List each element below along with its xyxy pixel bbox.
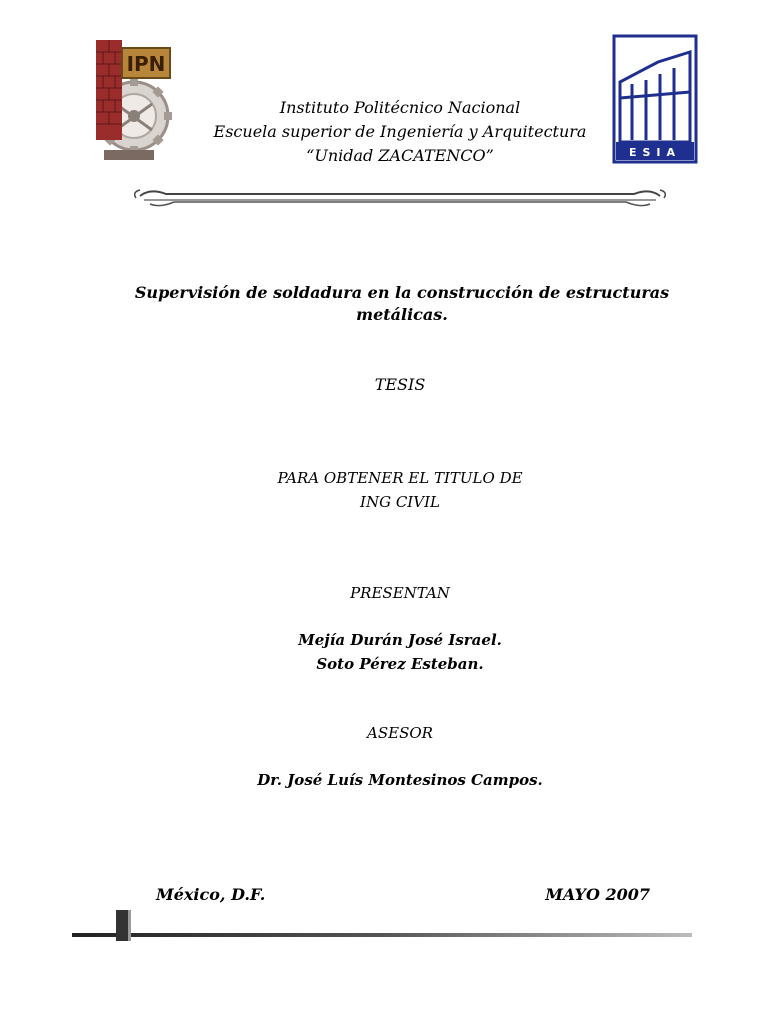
brick-tower (96, 40, 122, 140)
svg-text:IPN: IPN (126, 52, 166, 76)
date: MAYO 2007 (545, 885, 650, 904)
purpose-line-2: ING CIVIL (360, 493, 440, 511)
author-name: Soto Pérez Esteban. (316, 655, 484, 673)
purpose-line-1: PARA OBTENER EL TITULO DE (277, 469, 523, 487)
thesis-title: Supervisión de soldadura en la construcción de estructuras metálicas. (134, 283, 670, 324)
presenters-label: PRESENTAN (350, 584, 450, 602)
footer-rule (72, 906, 692, 946)
advisor-name: Dr. José Luís Montesinos Campos. (257, 771, 543, 789)
place: México, D.F. (156, 885, 266, 904)
header-block (150, 96, 650, 168)
ornamental-divider (130, 184, 670, 210)
author-name: Mejía Durán José Israel. (298, 631, 502, 649)
unit-name: “Unidad ZACATENCO” (306, 146, 494, 165)
authors-list (150, 628, 650, 676)
advisor-label: ASESOR (367, 724, 433, 742)
school-name: Escuela superior de Ingeniería y Arquitectura (213, 122, 587, 141)
institution-name: Instituto Politécnico Nacional (279, 98, 521, 117)
thesis-type-label: TESIS (374, 375, 426, 394)
degree-purpose (150, 466, 650, 514)
ipn-plaque (122, 48, 170, 78)
svg-text:ESIA: ESIA (628, 146, 682, 159)
